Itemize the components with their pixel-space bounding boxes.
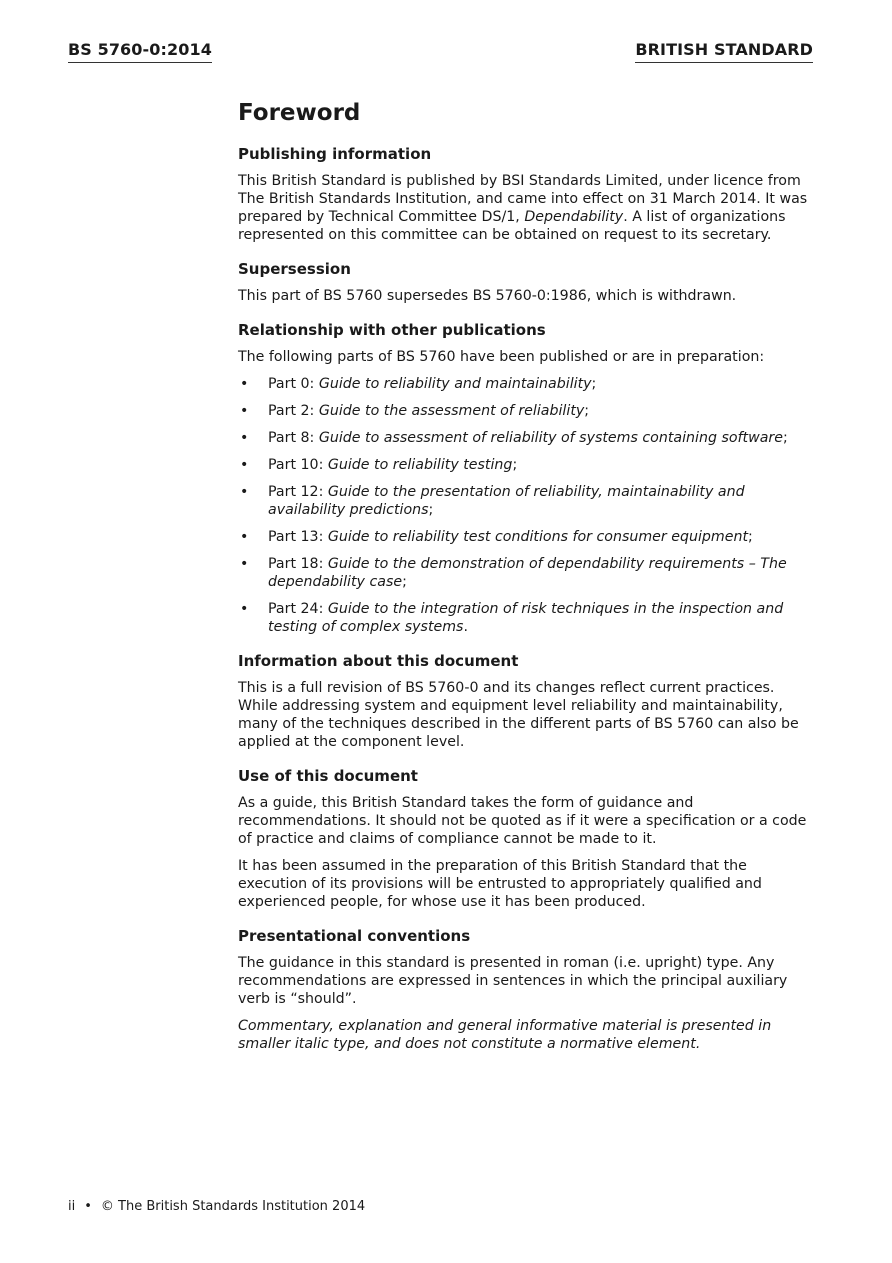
- part-label: Part 18:: [268, 556, 328, 572]
- part-label: Part 13:: [268, 529, 328, 545]
- document-id: BS 5760-0:2014: [68, 40, 212, 63]
- commentary-text: Commentary, explanation and general informative material is presented in smaller italic type, and does not constitute a normative element.: [238, 1018, 772, 1052]
- section-relationship: [238, 321, 812, 636]
- section-use: [238, 767, 812, 911]
- section-text: It has been assumed in the preparation of this British Standard that the execution of its provisions will be entrusted to appropriately qualified and experienced people, for whose use it has been produced.: [238, 858, 762, 910]
- page-footer: [68, 1199, 365, 1214]
- bullet: •: [240, 556, 249, 572]
- section-publishing-information: [238, 145, 812, 244]
- list-item: [238, 456, 812, 474]
- part-label: Part 8:: [268, 430, 319, 446]
- section-heading: Publishing information: [238, 145, 432, 163]
- list-item: [238, 555, 812, 591]
- part-end: ;: [584, 403, 590, 419]
- part-end: ;: [591, 376, 597, 392]
- list-item: [238, 429, 812, 447]
- part-title: Guide to the presentation of reliability, maintainability and availability predictions: [268, 484, 745, 518]
- part-end: ;: [782, 430, 788, 446]
- section-conventions: [238, 927, 812, 1053]
- part-end: ;: [402, 574, 407, 590]
- committee-name: Dependability: [524, 209, 624, 225]
- section-text: The following parts of BS 5760 have been published or are in preparation:: [238, 349, 765, 365]
- bullet: •: [240, 376, 249, 392]
- parts-list: [238, 375, 812, 636]
- part-title: Guide to assessment of reliability of systems containing software: [318, 430, 783, 446]
- part-end: ;: [748, 529, 753, 545]
- part-label: Part 24:: [268, 601, 328, 617]
- part-end: ;: [512, 457, 518, 473]
- section-heading: Supersession: [238, 260, 351, 278]
- copyright: © The British Standards Institution 2014: [100, 1199, 366, 1214]
- part-title: Guide to the integration of risk techniques in the inspection and testing of complex systems: [268, 601, 784, 635]
- list-item: [238, 375, 812, 393]
- bullet: •: [240, 403, 249, 419]
- part-title: Guide to the demonstration of dependability requirements – The dependability case: [268, 556, 787, 590]
- page-number: ii: [68, 1199, 76, 1214]
- section-text: This part of BS 5760 supersedes BS 5760-0:1986, which is withdrawn.: [238, 288, 737, 304]
- list-item: [238, 528, 812, 546]
- part-label: Part 12:: [268, 484, 328, 500]
- section-text: The guidance in this standard is presented in roman (i.e. upright) type. Any recommendations are expressed in sentences in which the principal auxiliary verb is “should”.: [238, 955, 788, 1007]
- part-title: Guide to reliability test conditions for consumer equipment: [327, 529, 749, 545]
- part-title: Guide to reliability testing: [327, 457, 513, 473]
- section-heading: Relationship with other publications: [238, 321, 546, 339]
- part-label: Part 10:: [268, 457, 328, 473]
- list-item: [238, 600, 812, 636]
- part-label: Part 2:: [268, 403, 319, 419]
- section-text: This is a full revision of BS 5760-0 and its changes reflect current practices. While addressing system and equipment level reliability and maintainability, many of the techniques described in the different parts of BS 5760 can also be applied at the component level.: [238, 680, 799, 750]
- bullet: •: [240, 484, 249, 500]
- list-item: [238, 402, 812, 420]
- part-title: Guide to reliability and maintainability: [318, 376, 592, 392]
- text-fragment: . A list of organizations represented on this committee can be obtained on request to its secretary.: [238, 209, 786, 243]
- list-item: [238, 483, 812, 519]
- part-end: ;: [428, 502, 434, 518]
- section-text: [238, 172, 812, 244]
- document-type: BRITISH STANDARD: [635, 40, 813, 63]
- section-heading: Use of this document: [238, 767, 418, 785]
- bullet: •: [240, 529, 249, 545]
- section-supersession: [238, 260, 812, 305]
- section-heading: Presentational conventions: [238, 927, 471, 945]
- part-end: .: [463, 619, 468, 635]
- text-fragment: This British Standard is published by BSI Standards Limited, under licence from The British Standards Institution, and came into effect on 31 March 2014. It was prepared by Technical Committee DS/1,: [238, 173, 808, 225]
- bullet: •: [240, 430, 249, 446]
- bullet: •: [240, 457, 249, 473]
- part-label: Part 0:: [268, 376, 319, 392]
- section-heading: Information about this document: [238, 652, 519, 670]
- bullet: •: [84, 1199, 92, 1214]
- bullet: •: [240, 601, 249, 617]
- section-text: As a guide, this British Standard takes the form of guidance and recommendations. It should not be quoted as if it were a specification or a code of practice and claims of compliance cannot be made to it.: [238, 795, 807, 847]
- section-information: [238, 652, 812, 751]
- part-title: Guide to the assessment of reliability: [318, 403, 585, 419]
- foreword-body: [238, 98, 812, 1069]
- page-title: Foreword: [238, 100, 361, 126]
